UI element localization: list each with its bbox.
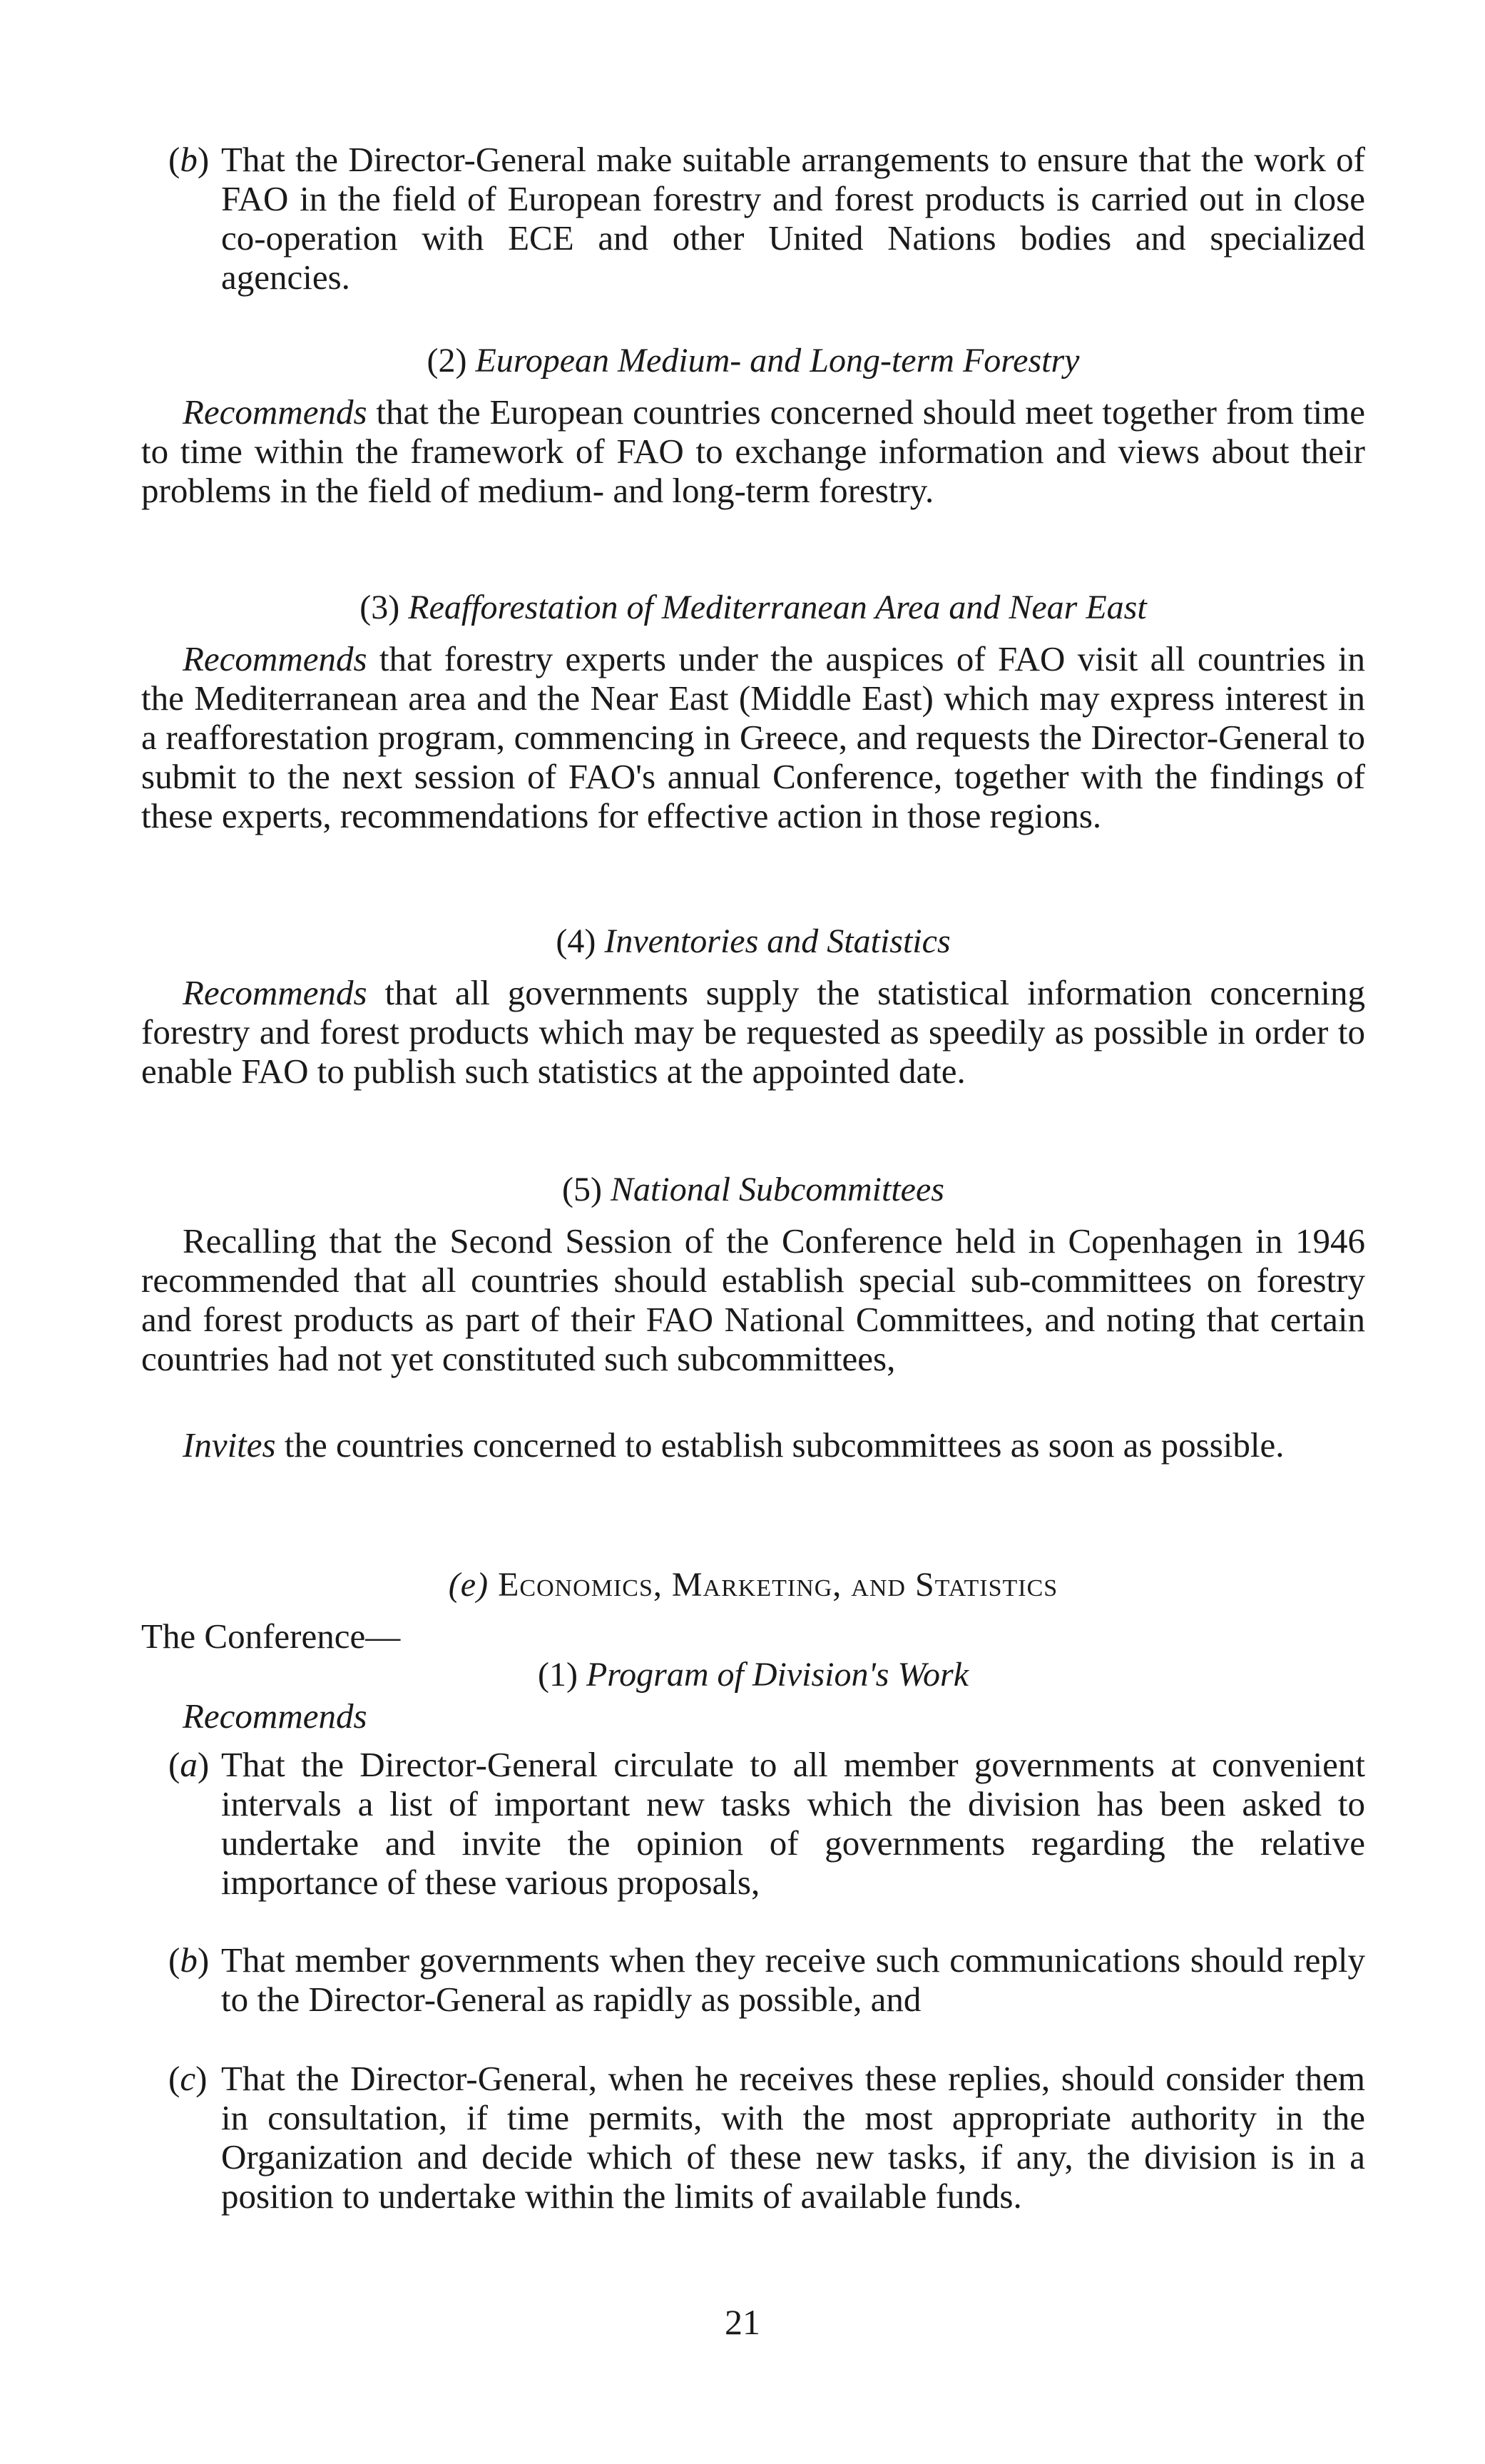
page-number: 21 <box>725 2302 760 2342</box>
item-text: That the Director-General make suitable arrangements to ensure that the work of FAO in the field of European forestry and forest products is carried out in close co-operation with ECE and other United Nations bodies and specialized agencies. <box>221 140 1365 297</box>
item-b-forestry <box>168 140 1365 297</box>
item-c-economics <box>168 2059 1365 2216</box>
section-3-paragraph: Recommends that forestry experts under the auspices of FAO visit all countries in the Mediterranean area and the Near East (Middle East) which may express interest in a reafforestation program, commencing in Greece, and requests the Director-General to submit to the next session of FAO's annual Conference, together with the findings of these experts, recommendations for effective action in those regions. <box>141 639 1365 835</box>
program-heading: (1) Program of Division's Work <box>537 1656 969 1694</box>
lead-word: Recommends <box>183 392 367 432</box>
item-b-economics <box>168 1940 1365 2019</box>
item-marker: (b) <box>168 140 210 179</box>
section-4-heading: (4) Inventories and Statistics <box>556 922 951 960</box>
lead-word: Recommends <box>183 973 367 1012</box>
recommends-line: Recommends <box>183 1696 367 1736</box>
item-marker: (b) <box>168 1940 210 1980</box>
item-text: That the Director-General circulate to all member governments at convenient intervals a list of important new tasks which the division has been asked to undertake and invite the opinion of governments regarding the relative importance of these various proposals, <box>221 1745 1365 1902</box>
section-5-heading: (5) National Subcommittees <box>562 1171 944 1208</box>
section-5-invite-paragraph: Invites the countries concerned to establish subcommittees as soon as possible. <box>183 1425 1285 1465</box>
item-marker: (a) <box>168 1745 210 1784</box>
item-text: That the Director-General, when he receives these replies, should consider them in consultation, if time permits, with the most appropriate authority in the Organization and decide which of these new tasks, if any, the division is in a position to undertake within the limits of available funds. <box>221 2059 1365 2216</box>
lead-word: Recommends <box>183 639 367 678</box>
section-3-heading: (3) Reafforestation of Mediterranean Area and Near East <box>359 589 1147 626</box>
section-e-heading: (e) Economics, Marketing, and Statistics <box>448 1566 1058 1604</box>
item-text: That member governments when they receive such communications should reply to the Director-General as rapidly as possible, and <box>221 1940 1365 2019</box>
item-marker: (c) <box>168 2059 208 2098</box>
section-2-paragraph: Recommends that the European countries concerned should meet together from time to time within the framework of FAO to exchange information and views about their problems in the field of medium- and long-term forestry. <box>141 392 1366 510</box>
lead-word: Invites <box>183 1425 276 1465</box>
section-4-paragraph: Recommends that all governments supply the statistical information concerning forestry and forest products which may be requested as speedily as possible in order to enable FAO to publish such statistics at the appointed date. <box>141 973 1365 1091</box>
conference-line: The Conference— <box>141 1617 401 1656</box>
section-2-heading: (2) European Medium- and Long-term Forestry <box>427 342 1080 380</box>
item-a-economics <box>168 1745 1365 1902</box>
section-5-recall-paragraph: Recalling that the Second Session of the Conference held in Copenhagen in 1946 recommended that all countries should establish special sub-committees on forestry and forest products as part of their FAO National Committees, and noting that certain countries had not yet constituted such subcommittees, <box>141 1221 1365 1378</box>
